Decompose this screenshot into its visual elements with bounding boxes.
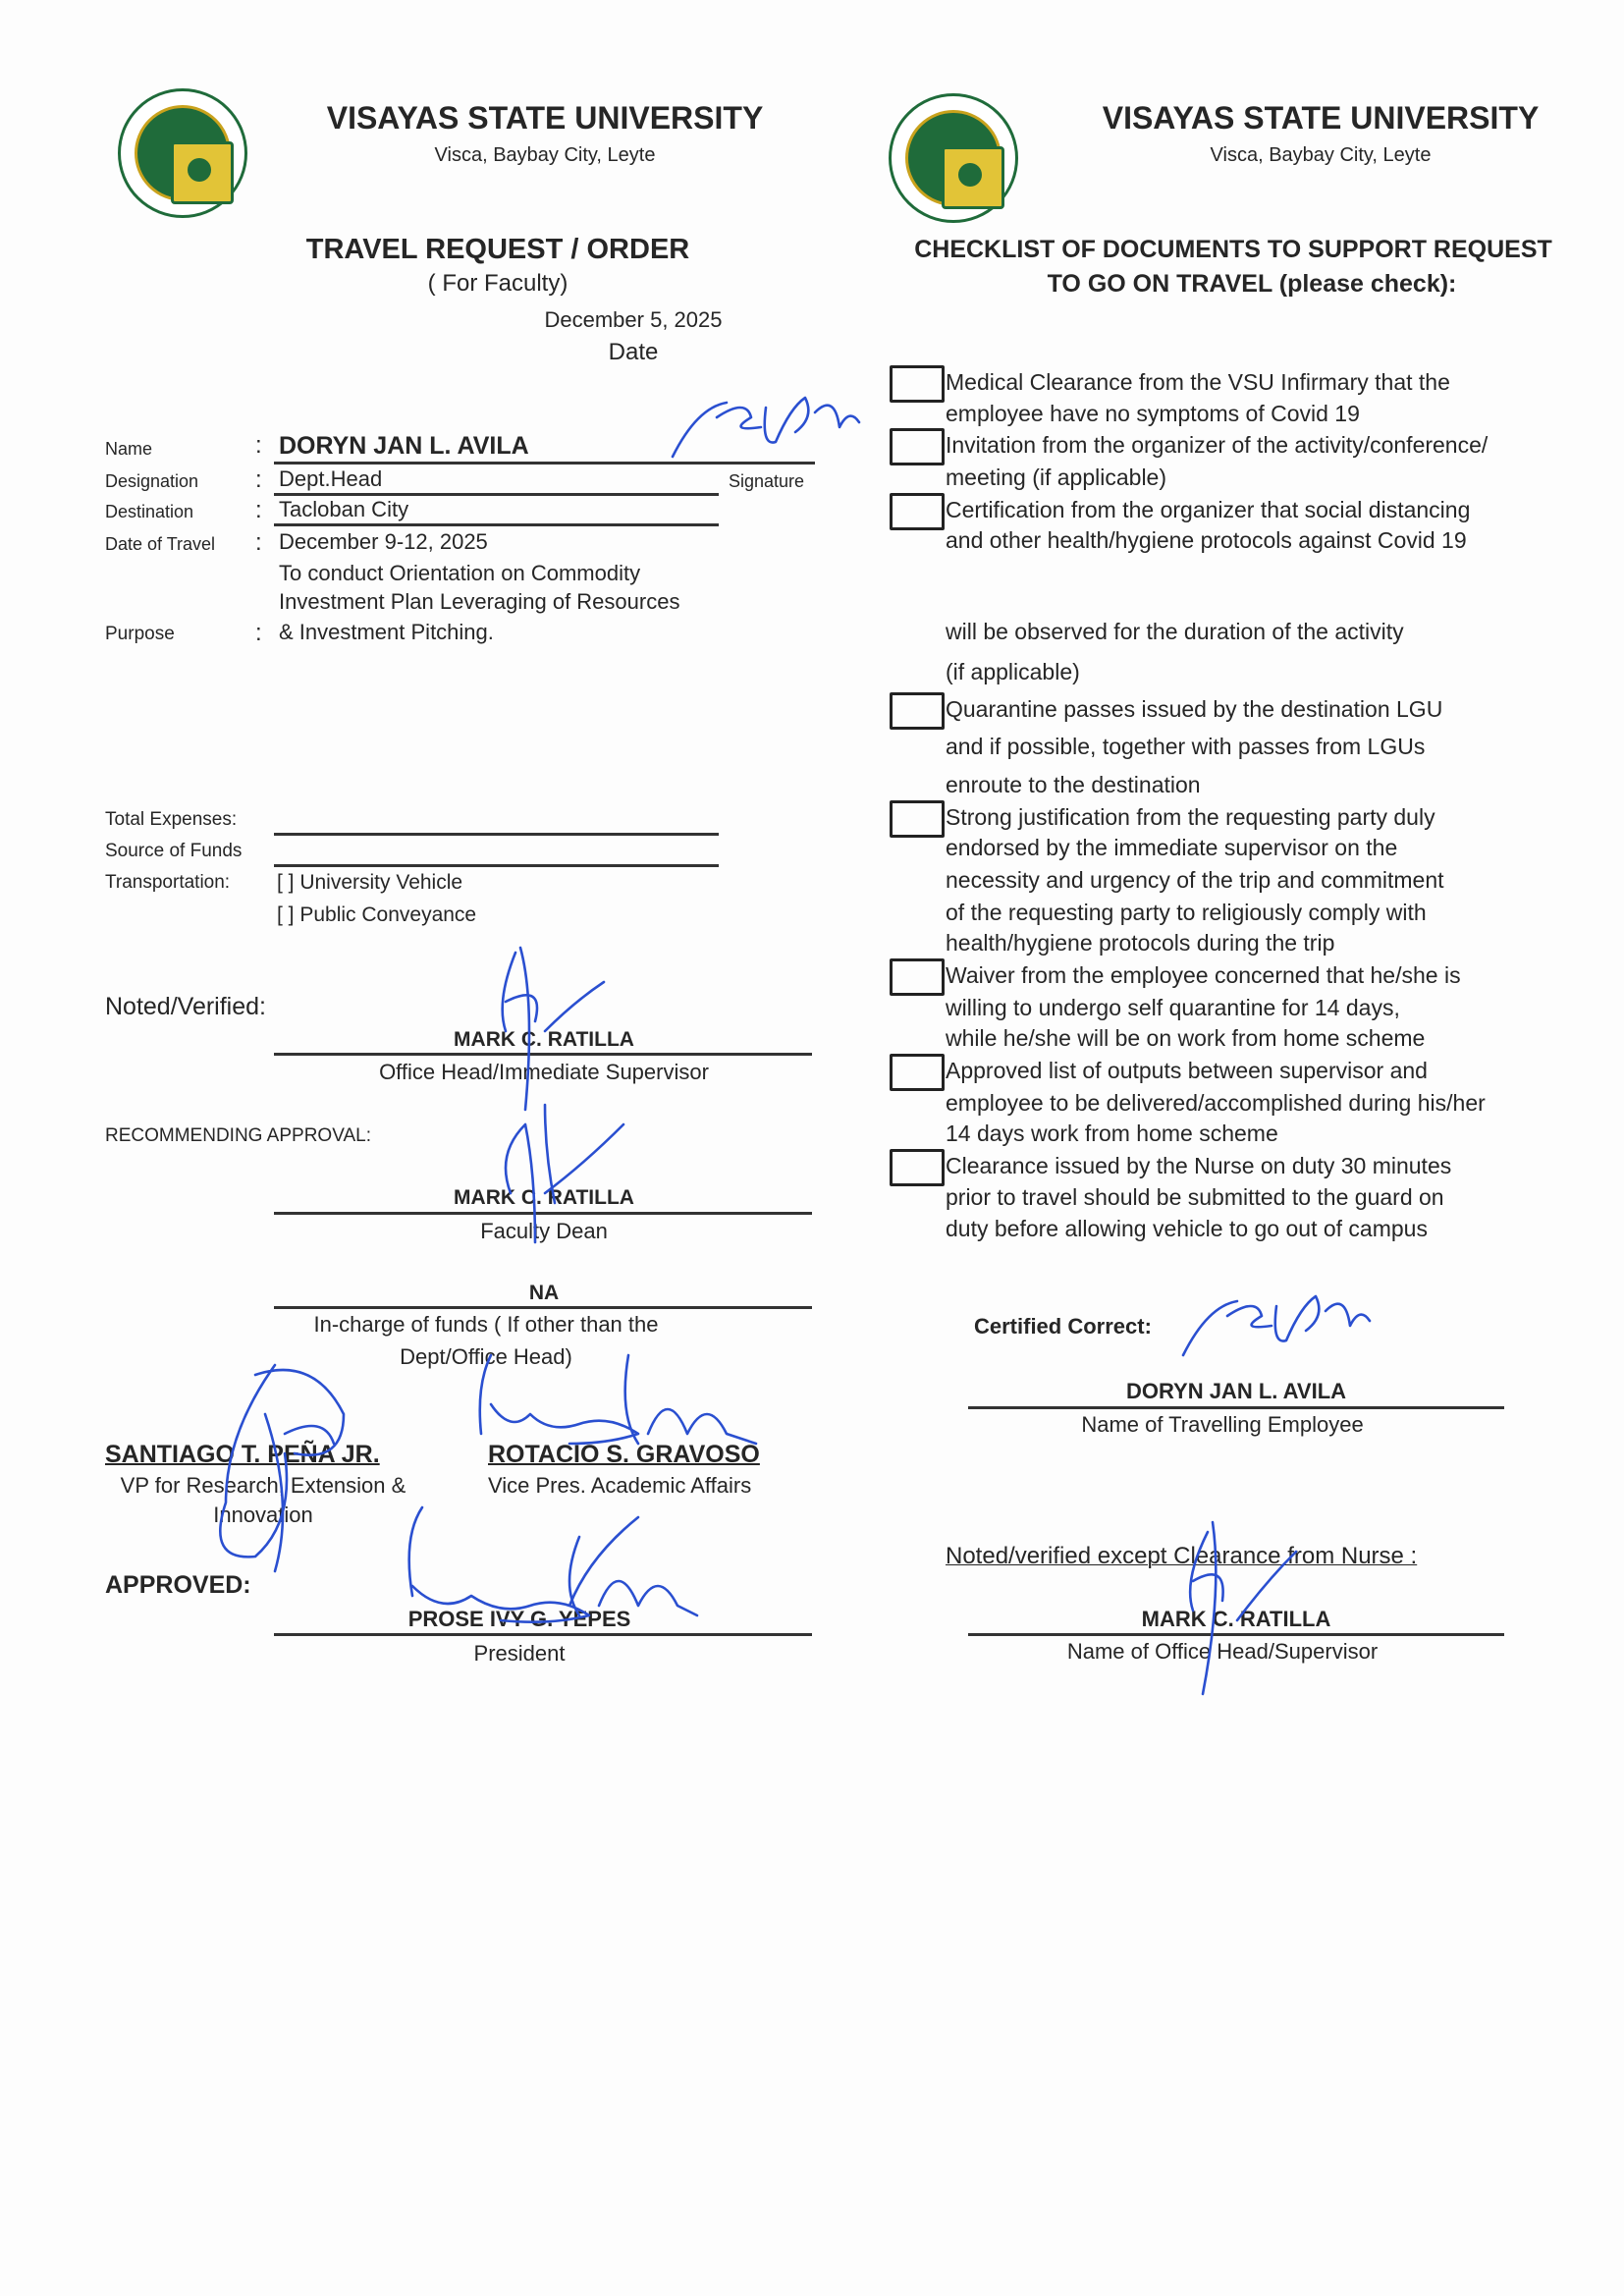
purpose-line: Investment Plan Leveraging of Resources [279,589,680,614]
purpose-line: To conduct Orientation on Commodity [279,561,641,585]
checklist-item-text: and if possible, together with passes from LGUs [946,734,1426,759]
purpose-label: Purpose [105,624,175,644]
checklist-item-text: will be observed for the duration of the activity [946,619,1404,644]
date-of-travel-label: Date of Travel [105,534,216,554]
checklist-item-text: willing to undergo self quarantine for 14 days, [946,995,1400,1020]
checklist-item-text: prior to travel should be submitted to the guard on [946,1184,1444,1210]
colon: : [255,529,262,556]
checklist-item-text: enroute to the destination [946,772,1201,797]
requester-signature [668,388,864,466]
option-public-conveyance[interactable]: [ ] Public Conveyance [277,903,477,926]
checklist-item-text: while he/she will be on work from home scheme [946,1025,1426,1051]
university-address-right: Visca, Baybay City, Leyte [1210,144,1432,166]
checklist-checkbox[interactable] [890,800,945,838]
date-label: Date [608,339,659,365]
total-expenses-label: Total Expenses: [105,809,238,830]
checklist-checkbox[interactable] [890,692,945,730]
employee-underline [968,1406,1504,1409]
name-label: Name [105,439,153,459]
checklist-item-text: 14 days work from home scheme [946,1121,1278,1146]
funds-incharge-role: In-charge of funds ( If other than the [313,1312,659,1337]
recommending-signature [486,1095,633,1252]
vp-academic-signature [471,1326,766,1453]
vp-research-signature [196,1355,373,1571]
office-head-role: Name of Office Head/Supervisor [1066,1639,1379,1664]
president-role: President [473,1641,566,1666]
request-date: December 5, 2025 [544,307,723,332]
checklist-checkbox[interactable] [890,428,945,465]
checklist-item-text: Strong justification from the requesting party duly [946,804,1435,830]
destination-label: Destination [105,502,194,521]
colon: : [255,432,262,459]
checklist-item-text: employee to be delivered/accomplished during his/her [946,1090,1486,1116]
recommending-role: Faculty Dean [480,1219,608,1243]
employee-name: DORYN JAN L. AVILA [1125,1379,1347,1403]
noted-verified-label: Noted/Verified: [105,993,266,1020]
funds-incharge-role: Dept/Office Head) [400,1344,572,1369]
university-address-left: Visca, Baybay City, Leyte [434,144,656,166]
designation-value: Dept.Head [279,466,383,491]
certified-signature [1178,1286,1375,1365]
checklist-checkbox[interactable] [890,365,945,403]
checklist-item-text: Quarantine passes issued by the destination LGU [946,696,1443,722]
checklist-item-text: Medical Clearance from the VSU Infirmary that the [946,369,1450,395]
university-name-left: VISAYAS STATE UNIVERSITY [326,100,764,136]
vp-research-name: SANTIAGO T. PEÑA JR. [105,1441,380,1468]
designation-label: Designation [105,471,199,491]
noted-signature [486,943,633,1120]
office-head-name: MARK C. RATILLA [1141,1607,1331,1631]
employee-role: Name of Travelling Employee [1081,1412,1364,1437]
vp-academic-role: Vice Pres. Academic Affairs [488,1473,752,1498]
university-seal-left [118,88,247,218]
checklist-item-text: Approved list of outputs between supervisor and [946,1058,1428,1083]
checklist-title: CHECKLIST OF DOCUMENTS TO SUPPORT REQUEST [914,236,1552,263]
checklist-item-text: Clearance issued by the Nurse on duty 30 minutes [946,1153,1452,1178]
university-seal-right [889,93,1018,223]
president-name: PROSE IVY G. YEPES [407,1607,631,1631]
form-subtitle: ( For Faculty) [427,270,568,297]
noted-except-label: Noted/verified except Clearance from Nurse : [946,1543,1418,1569]
recommending-name: MARK C. RATILLA [454,1186,634,1209]
checklist-item-text: Certification from the organizer that social distancing [946,497,1471,522]
funds-incharge-name: NA [528,1282,560,1304]
source-of-funds-label: Source of Funds [105,841,243,861]
checklist-item-text: and other health/hygiene protocols against Covid 19 [946,527,1467,553]
signature-label: Signature [729,471,805,491]
designation-underline [274,493,719,496]
checklist-checkbox[interactable] [890,1149,945,1186]
colon: : [255,620,262,646]
checklist-item-text: (if applicable) [946,659,1080,684]
destination-underline [274,523,719,526]
office-head-signature [1168,1512,1316,1699]
noted-name: MARK C. RATILLA [454,1028,634,1051]
checklist-checkbox[interactable] [890,1054,945,1091]
checklist-item-text: employee have no symptoms of Covid 19 [946,401,1360,426]
form-title: TRAVEL REQUEST / ORDER [305,234,690,265]
university-name-right: VISAYAS STATE UNIVERSITY [1102,100,1540,136]
funds-incharge-underline [274,1306,812,1309]
checklist-item-text: meeting (if applicable) [946,465,1167,490]
transportation-label: Transportation: [105,872,231,893]
approved-label: APPROVED: [105,1571,251,1599]
checklist-item-text: Invitation from the organizer of the activity/conference/ [946,432,1489,458]
checklist-checkbox[interactable] [890,493,945,530]
checklist-item-text: duty before allowing vehicle to go out of campus [946,1216,1428,1241]
date-of-travel-value: December 9-12, 2025 [279,529,488,554]
checklist-item-text: necessity and urgency of the trip and commitment [946,867,1444,893]
recommending-approval-label: RECOMMENDING APPROVAL: [105,1125,371,1146]
purpose-line: & Investment Pitching. [279,620,494,644]
colon: : [255,497,262,523]
president-signature [393,1498,707,1625]
option-university-vehicle[interactable]: [ ] University Vehicle [277,871,463,894]
checklist-item-text: endorsed by the immediate supervisor on the [946,835,1398,860]
vp-academic-name: ROTACIO S. GRAVOSO [488,1441,760,1468]
total-expenses-underline [274,833,719,836]
source-of-funds-underline [274,864,719,867]
noted-role: Office Head/Immediate Supervisor [379,1060,709,1084]
colon: : [255,466,262,493]
checklist-item-text: Waiver from the employee concerned that he/she is [946,962,1461,988]
checklist-item-text: health/hygiene protocols during the trip [946,930,1335,956]
destination-value: Tacloban City [279,497,409,521]
vp-research-role: VP for Research, Extension & [120,1473,406,1498]
name-value: DORYN JAN L. AVILA [279,432,529,460]
certified-correct-label: Certified Correct: [974,1314,1152,1339]
vp-research-role: Innovation [213,1503,313,1527]
checklist-checkbox[interactable] [890,958,945,996]
checklist-title: TO GO ON TRAVEL (please check): [1047,270,1457,298]
president-underline [274,1633,812,1636]
checklist-item-text: of the requesting party to religiously comply with [946,900,1427,925]
